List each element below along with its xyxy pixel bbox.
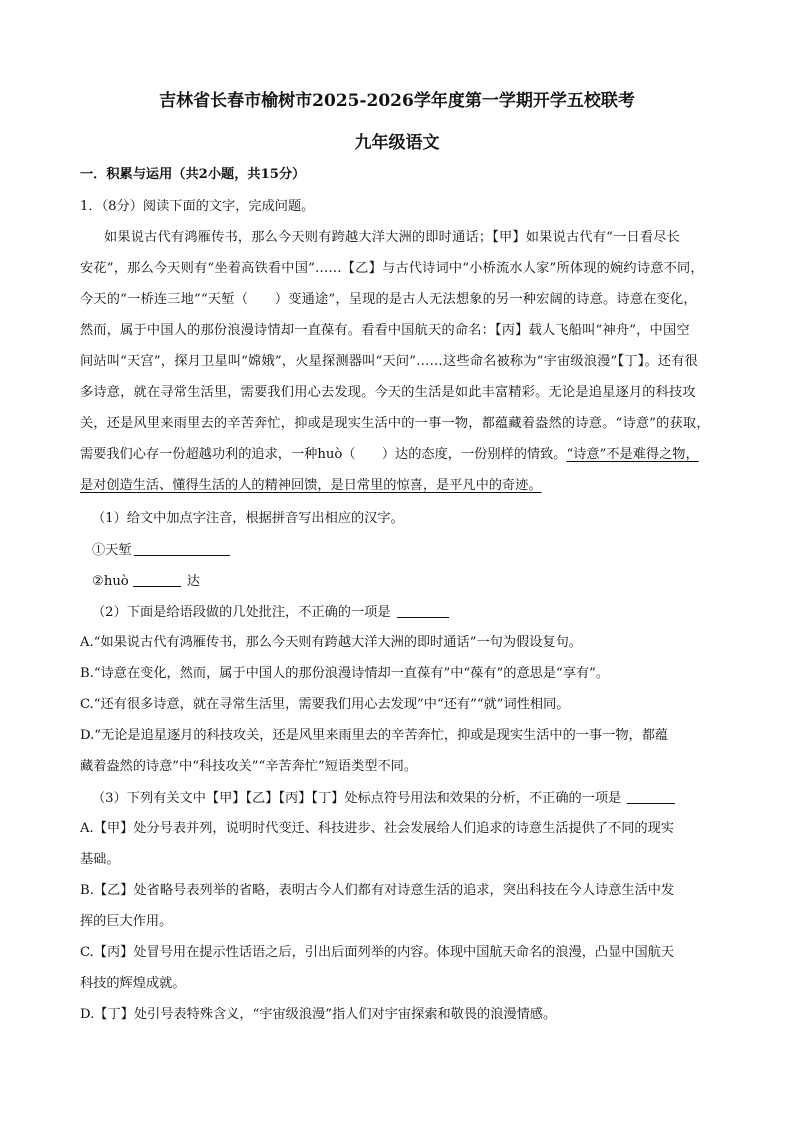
sub-question-3-text: （3）下列有关文中【甲】【乙】【丙】【丁】处标点符号用法和效果的分析，不正确的一项是 (92, 791, 622, 806)
answer-blank-2[interactable] (133, 572, 181, 587)
option-2-b: B.“诗意在变化，然而，属于中国人的那份浪漫诗情却一直葆有”中“葆有”的意思是“享有”。 (80, 666, 610, 681)
sub-question-1-prompt: （1）给文中加点字注音，根据拼音写出相应的汉字。 (92, 511, 404, 526)
passage-line-8-text: 需要我们心存一份超越功利的追求，一种huò（ ）达的态度，一份别样的情致。 (80, 447, 567, 462)
underlined-sentence-end: 是对创造生活、懂得生活的人的精神回馈，是日常里的惊喜，是平凡中的奇迹。 (80, 478, 542, 493)
passage-line-1: 如果说古代有鸿雁传书，那么今天则有跨越大洋大洲的即时通话；【甲】如果说古代有“一日看尽长 (104, 230, 681, 245)
answer-blank-4[interactable] (627, 789, 675, 804)
answer-blank-1[interactable] (134, 541, 230, 556)
sub-question-2-prompt (92, 603, 449, 622)
passage-line-8 (80, 446, 699, 464)
passage-line-4: 然而，属于中国人的那份浪漫诗情却一直葆有。看看中国航天的命名：【丙】载人飞船叫“神舟”，中国空 (80, 323, 690, 338)
option-3-a-cont: 基础。 (80, 852, 120, 867)
option-2-d-cont: 藏着盎然的诗意”中“科技攻关”“辛苦奔忙”短语类型不同。 (80, 759, 418, 774)
underlined-sentence-start: “诗意”不是难得之物， (566, 447, 699, 462)
option-3-a: A.【甲】处分号表并列，说明时代变迁、科技进步、社会发展给人们追求的诗意生活提供了不同的现实 (80, 821, 674, 836)
option-2-c: C.“还有很多诗意，就在寻常生活里，需要我们用心去发现”中“还有”“就”词性相同。 (80, 697, 570, 712)
option-3-d: D.【丁】处引号表特殊含义，“宇宙级浪漫”指人们对宇宙探索和敬畏的浪漫情感。 (80, 1007, 557, 1022)
exam-subtitle: 九年级语文 (354, 133, 440, 153)
item-2-pinyin: ②huò (92, 574, 129, 589)
sub-question-1-item-1 (92, 541, 230, 560)
exam-title: 吉林省长春市榆树市2025-2026学年度第一学期开学五校联考 (159, 91, 635, 111)
sub-question-3-prompt (92, 789, 675, 808)
passage-line-2: 安花”，那么今天则有“坐着高铁看中国”……【乙】与古代诗词中“小桥流水人家”所体现的婉约诗意不同， (80, 261, 704, 276)
option-3-b: B.【乙】处省略号表列举的省略，表明古今人们都有对诗意生活的追求，突出科技在今人诗意生活中发 (80, 883, 675, 898)
passage-line-7: 关，还是风里来雨里去的辛苦奔忙，抑或是现实生活中的一事一物，都蕴藏着盎然的诗意。“诗意”的获取， (80, 416, 710, 431)
passage-line-6: 多诗意，就在寻常生活里，需要我们用心去发现。今天的生活是如此丰富精彩。无论是追星逐月的科技攻 (80, 385, 696, 400)
passage-line-3: 今天的“一桥连三地”“天堑（ ）变通途”，呈现的是古人无法想象的另一种宏阔的诗意。诗意在变化， (80, 292, 697, 307)
section-heading: 一．积累与运用（共2小题，共15分） (80, 167, 306, 182)
option-2-d: D.“无论是追星逐月的科技攻关，还是风里来雨里去的辛苦奔忙，抑或是现实生活中的一事一物，都蕴 (80, 728, 669, 743)
option-3-c-cont: 科技的辉煌成就。 (80, 976, 186, 991)
sub-question-2-text: （2）下面是给语段做的几处批注，不正确的一项是 (92, 605, 391, 620)
item-2-tail: 达 (186, 574, 200, 589)
passage-line-5: 间站叫“天宫”，探月卫星叫“嫦娥”，火星探测器叫“天问”……这些命名被称为“宇宙级浪漫”【丁】。还有很 (80, 354, 698, 369)
item-1-label: ①天堑 (92, 543, 132, 558)
sub-question-1-item-2 (92, 572, 200, 591)
question-1-intro: 1．（8分）阅读下面的文字，完成问题。 (80, 199, 315, 214)
option-3-c: C.【丙】处冒号用在提示性话语之后，引出后面列举的内容。体现中国航天命名的浪漫，凸显中国航天 (80, 945, 675, 960)
option-3-b-cont: 挥的巨大作用。 (80, 914, 173, 929)
option-2-a: A.“如果说古代有鸿雁传书，那么今天则有跨越大洋大洲的即时通话”一句为假设复句。 (80, 635, 582, 650)
answer-blank-3[interactable] (397, 603, 449, 618)
